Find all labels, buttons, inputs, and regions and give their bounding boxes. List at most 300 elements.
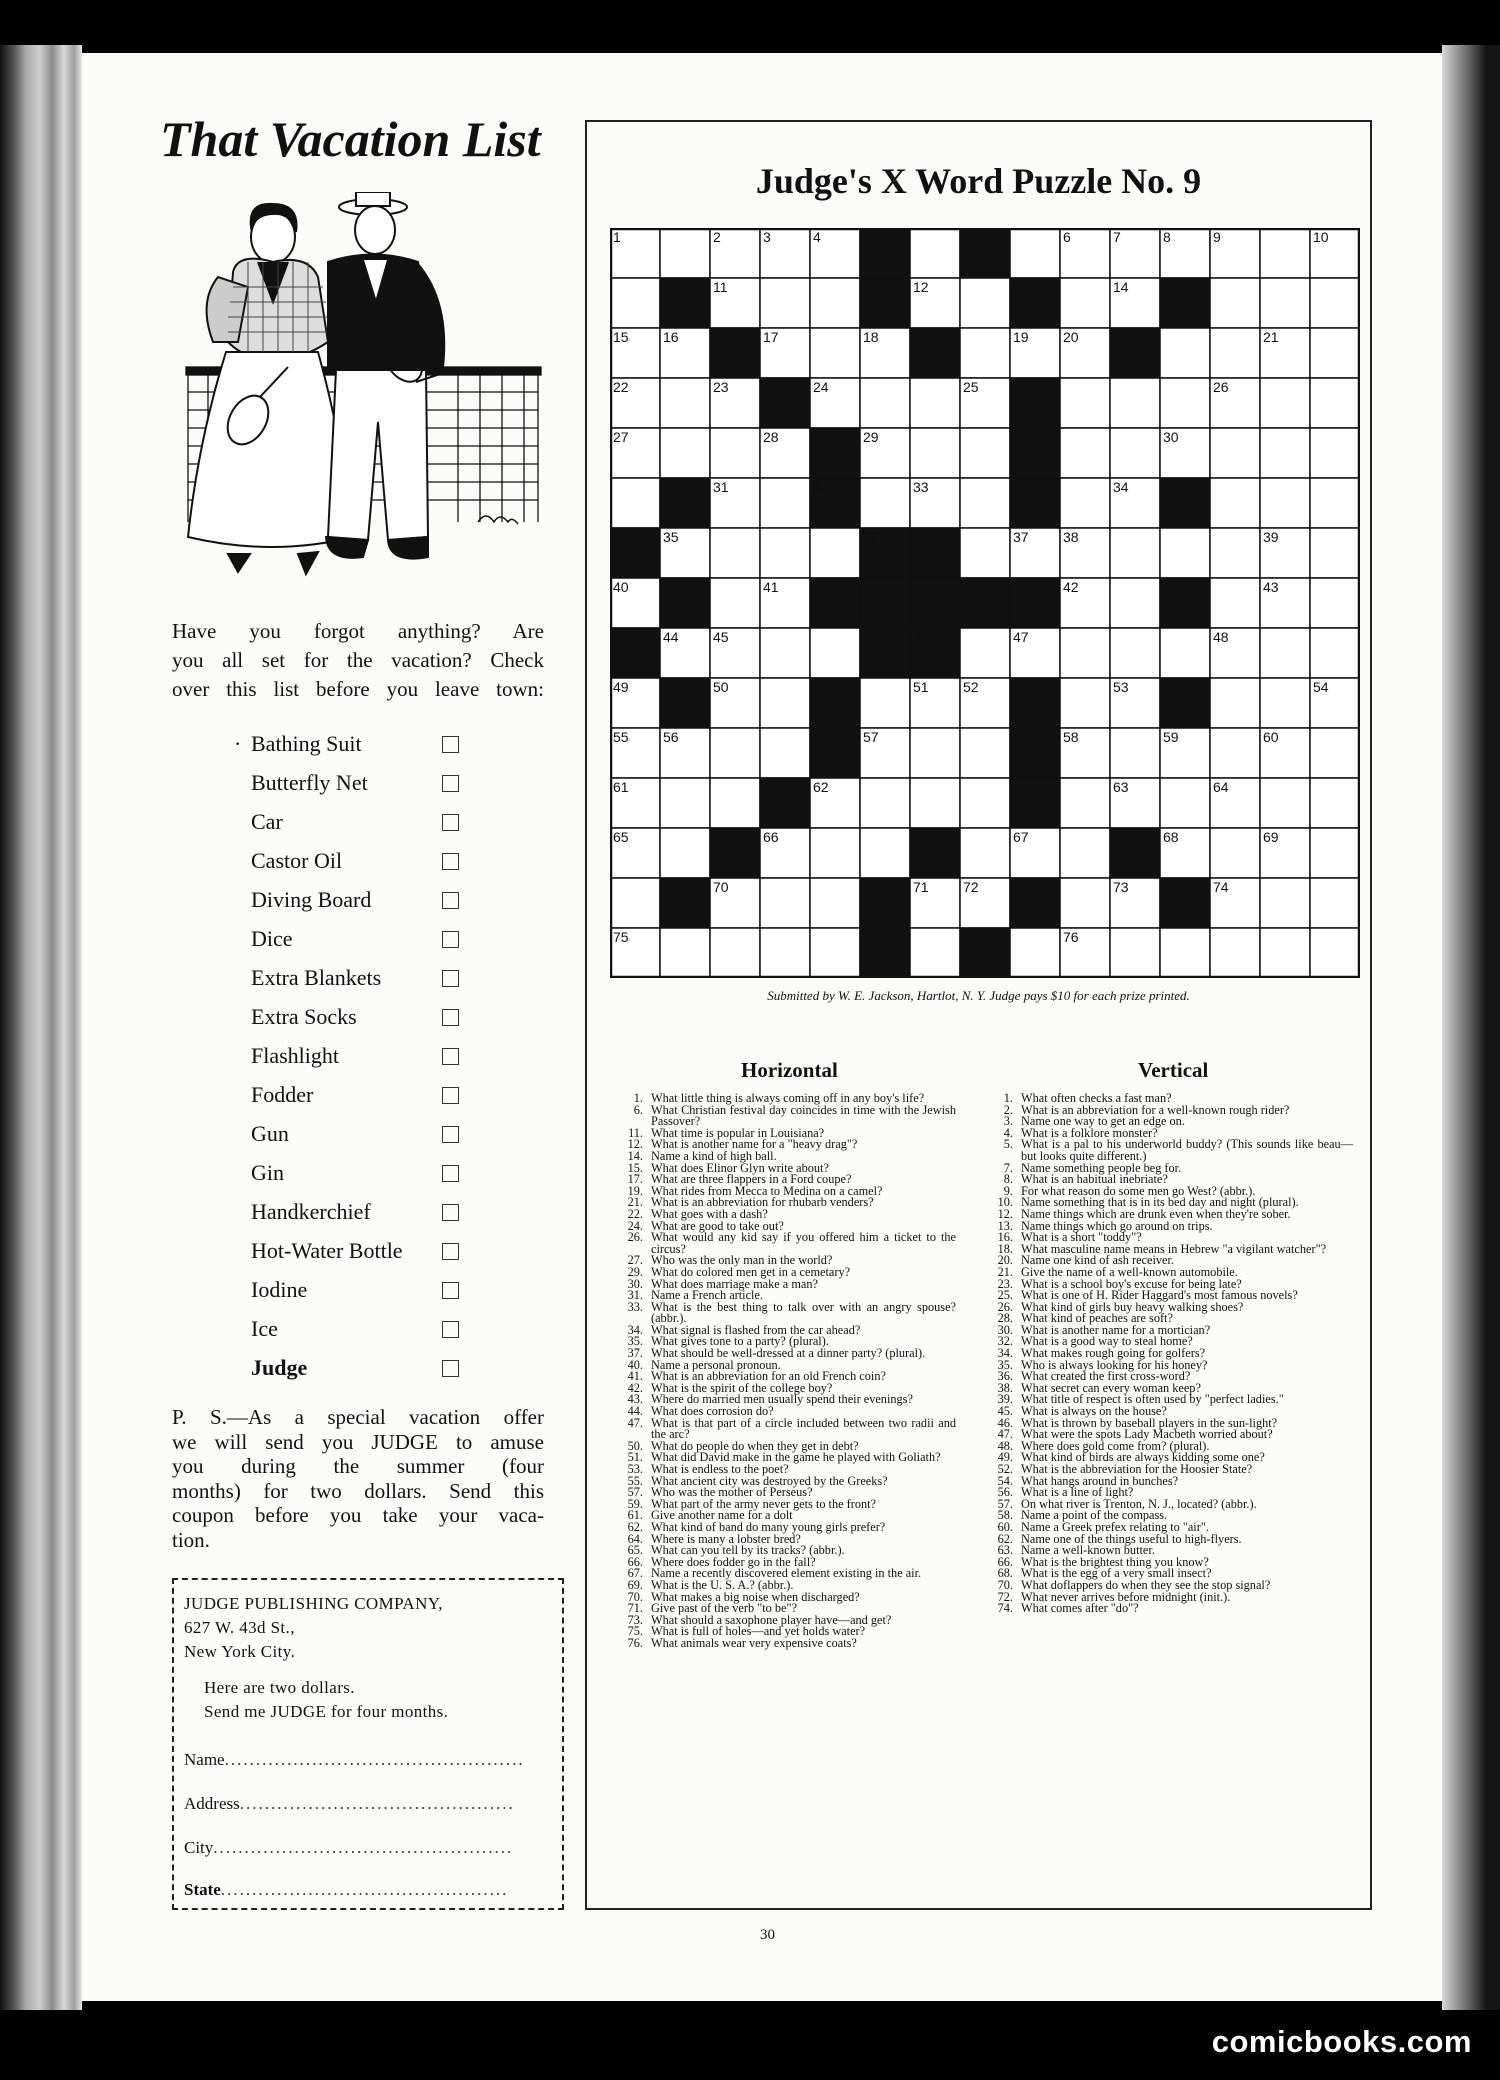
black-cell <box>1010 878 1060 928</box>
grid-cell[interactable] <box>1310 478 1360 528</box>
grid-cell[interactable] <box>960 828 1010 878</box>
grid-cell[interactable] <box>1260 478 1310 528</box>
grid-cell[interactable] <box>760 928 810 978</box>
clue-number: 17. <box>627 1172 643 1187</box>
grid-cell[interactable] <box>910 378 960 428</box>
clue-number: 27. <box>627 1253 643 1268</box>
grid-cell[interactable] <box>1260 428 1310 478</box>
coupon-company: JUDGE PUBLISHING COMPANY, <box>184 1594 443 1613</box>
clue-text: What makes a big noise when discharged? <box>651 1589 860 1604</box>
cell-number: 48 <box>1213 629 1229 645</box>
checkbox[interactable] <box>442 1321 459 1338</box>
coupon-name-field[interactable]: Name................................................ <box>184 1750 525 1769</box>
clue-number: 35. <box>627 1334 643 1349</box>
clue-number: 26. <box>627 1230 643 1245</box>
black-cell <box>610 628 660 678</box>
clue-text: Where does gold come from? (plural). <box>1021 1438 1210 1453</box>
cell-number: 65 <box>613 829 629 845</box>
clue-number: 21. <box>627 1195 643 1210</box>
cell-number: 37 <box>1013 529 1029 545</box>
grid-cell[interactable] <box>1110 628 1160 678</box>
cell-number: 32 <box>813 479 829 495</box>
grid-cell[interactable] <box>860 378 910 428</box>
black-cell <box>760 778 810 828</box>
horizontal-clues <box>621 1093 956 1650</box>
clue-number: 76. <box>627 1635 643 1650</box>
grid-cell[interactable] <box>1260 278 1310 328</box>
grid-cell[interactable] <box>1310 428 1360 478</box>
checkbox[interactable] <box>442 1087 459 1104</box>
clue-number: 49. <box>997 1450 1013 1465</box>
clue-number: 29. <box>627 1264 643 1279</box>
grid-cell[interactable] <box>1010 928 1060 978</box>
clue-text: What is an habitual inebriate? <box>1021 1172 1168 1187</box>
clue-text: Where do married men usually spend their evenings? <box>651 1392 913 1407</box>
grid-cell[interactable] <box>1160 328 1210 378</box>
grid-cell[interactable] <box>1260 678 1310 728</box>
black-cell <box>810 678 860 728</box>
grid-cell[interactable] <box>710 578 760 628</box>
grid-cell[interactable] <box>610 878 660 928</box>
cell-number: 18 <box>863 329 879 345</box>
cell-number: 41 <box>763 579 779 595</box>
grid-cell[interactable] <box>810 928 860 978</box>
black-cell <box>1010 678 1060 728</box>
black-cell <box>1160 578 1210 628</box>
checkbox[interactable] <box>442 931 459 948</box>
clue-number: 1. <box>1003 1091 1013 1105</box>
cell-number: 50 <box>713 679 729 695</box>
cell-number: 22 <box>613 379 629 395</box>
grid-cell[interactable] <box>1210 578 1260 628</box>
checklist-item <box>234 1312 474 1351</box>
black-cell <box>710 828 760 878</box>
clue-number: 73. <box>627 1612 643 1627</box>
clue-text: What do colored men get in a cemetary? <box>651 1264 851 1279</box>
black-cell <box>910 328 960 378</box>
clue-text: Name a Greek prefex relating to "air". <box>1021 1519 1209 1534</box>
cell-number: 74 <box>1213 879 1229 895</box>
coupon-city-field[interactable]: City................................................ <box>184 1838 514 1857</box>
cell-number: 25 <box>963 379 979 395</box>
grid-cell[interactable] <box>1260 378 1310 428</box>
page-edge <box>1442 45 1500 2010</box>
grid-cell[interactable] <box>1310 328 1360 378</box>
clue-number: 16. <box>997 1230 1013 1245</box>
checkbox[interactable] <box>442 1204 459 1221</box>
grid-cell[interactable] <box>1310 528 1360 578</box>
grid-cell[interactable] <box>910 428 960 478</box>
checklist-item <box>234 766 474 805</box>
grid-cell[interactable] <box>860 778 910 828</box>
grid-cell[interactable] <box>910 228 960 278</box>
checklist-item <box>234 1000 474 1039</box>
grid-cell[interactable] <box>910 728 960 778</box>
clue-item <box>621 1102 956 1129</box>
bullet: · <box>234 731 242 756</box>
checklist-item <box>234 1351 474 1390</box>
grid-cell[interactable] <box>1310 778 1360 828</box>
grid-cell[interactable] <box>710 928 760 978</box>
black-cell <box>660 278 710 328</box>
checklist-item <box>234 805 474 844</box>
cell-number: 11 <box>713 279 728 295</box>
cell-number: 29 <box>863 429 879 445</box>
grid-cell[interactable] <box>760 528 810 578</box>
grid-cell[interactable] <box>960 428 1010 478</box>
clue-text: What kind of birds are always kidding some one? <box>1021 1450 1265 1465</box>
clue-number: 52. <box>997 1462 1013 1476</box>
cell-number: 27 <box>613 429 629 445</box>
grid-cell[interactable] <box>1210 828 1260 878</box>
grid-cell[interactable] <box>1260 928 1310 978</box>
puzzle-title: Judge's X Word Puzzle No. 9 <box>755 161 1202 201</box>
clue-text: What little thing is always coming off in any boy's life? <box>651 1091 925 1105</box>
watermark-bar <box>0 2010 1500 2080</box>
clue-text: What would any kid say if you offered him a ticket to the circus? <box>651 1230 956 1256</box>
cell-number: 10 <box>1313 229 1329 245</box>
clue-number: 48. <box>997 1438 1013 1453</box>
clue-text: What is the best thing to talk over with an angry spouse? (abbr.). <box>651 1299 956 1326</box>
grid-cell[interactable] <box>1310 278 1360 328</box>
grid-cell[interactable] <box>860 828 910 878</box>
vacation-checklist <box>234 727 474 1390</box>
grid-cell[interactable] <box>1110 578 1160 628</box>
clue-number: 12. <box>997 1206 1013 1221</box>
grid-cell[interactable] <box>960 478 1010 528</box>
cell-number: 6 <box>1063 229 1071 245</box>
clue-number: 50. <box>627 1438 643 1453</box>
grid-cell[interactable] <box>1160 778 1210 828</box>
cell-number: 52 <box>963 679 979 695</box>
coupon-state-field[interactable]: State.............................................. <box>184 1880 509 1899</box>
cell-number: 63 <box>1113 779 1129 795</box>
grid-cell[interactable] <box>1060 478 1110 528</box>
cell-number: 54 <box>1313 679 1329 695</box>
grid-cell[interactable] <box>1210 478 1260 528</box>
clue-item <box>621 1415 956 1442</box>
cell-number: 12 <box>913 279 929 295</box>
grid-cell[interactable] <box>960 728 1010 778</box>
cell-number: 3 <box>763 229 771 245</box>
clue-number: 7. <box>1003 1160 1013 1175</box>
clue-number: 23. <box>997 1276 1013 1291</box>
checklist-item-label: Ice <box>251 1316 278 1341</box>
black-cell <box>660 478 710 528</box>
cell-number: 75 <box>613 929 629 945</box>
cell-number: 35 <box>663 529 679 545</box>
coupon-address-field[interactable]: Address............................................ <box>184 1794 515 1813</box>
clue-number: 40. <box>627 1357 643 1372</box>
clue-number: 62. <box>627 1519 643 1534</box>
grid-cell[interactable] <box>710 778 760 828</box>
clue-number: 47. <box>627 1415 643 1430</box>
clue-text: What ancient city was destroyed by the Greeks? <box>651 1473 888 1488</box>
clue-number: 72. <box>997 1589 1013 1604</box>
crossword-panel <box>585 120 1372 1910</box>
clue-text: What created the first cross-word? <box>1021 1369 1191 1384</box>
clue-number: 6. <box>633 1102 643 1117</box>
cell-number: 31 <box>713 479 729 495</box>
checkbox[interactable] <box>442 1282 459 1299</box>
black-cell <box>860 628 910 678</box>
checkbox[interactable] <box>442 736 459 753</box>
grid-cell[interactable] <box>760 878 810 928</box>
grid-cell[interactable] <box>710 528 760 578</box>
grid-cell[interactable] <box>710 428 760 478</box>
grid-cell[interactable] <box>1110 528 1160 578</box>
cell-number: 16 <box>663 329 679 345</box>
cell-number: 64 <box>1213 779 1229 795</box>
grid-cell[interactable] <box>1110 378 1160 428</box>
black-cell <box>710 328 760 378</box>
cell-number: 4 <box>813 229 821 245</box>
checkbox[interactable] <box>442 1048 459 1065</box>
clue-number: 46. <box>997 1415 1013 1430</box>
grid-cell[interactable] <box>760 478 810 528</box>
grid-cell[interactable] <box>1310 878 1360 928</box>
checkbox[interactable] <box>442 1009 459 1026</box>
clue-text: What title of respect is often used by "perfect ladies." <box>1021 1392 1284 1407</box>
grid-cell[interactable] <box>660 428 710 478</box>
grid-cell[interactable] <box>1310 578 1360 628</box>
clue-text: What is a line of light? <box>1021 1485 1134 1500</box>
grid-cell[interactable] <box>1060 678 1110 728</box>
checklist-item <box>234 727 474 766</box>
clue-number: 55. <box>627 1473 643 1488</box>
clue-text: What is another name for a mortician? <box>1021 1322 1211 1337</box>
clue-text: What comes after "do"? <box>1021 1601 1139 1616</box>
clue-item <box>621 1232 956 1255</box>
grid-cell[interactable] <box>960 528 1010 578</box>
grid-cell[interactable] <box>1310 378 1360 428</box>
grid-cell[interactable] <box>660 378 710 428</box>
grid-cell[interactable] <box>1060 828 1110 878</box>
clue-number: 69. <box>627 1577 643 1592</box>
page-number: 30 <box>760 1927 775 1943</box>
grid-cell[interactable] <box>1310 728 1360 778</box>
checkbox[interactable] <box>442 1360 459 1377</box>
cell-number: 53 <box>1113 679 1129 695</box>
checklist-item <box>234 1234 474 1273</box>
cell-number: 28 <box>763 429 779 445</box>
clue-text: What signal is flashed from the car ahead? <box>651 1322 861 1337</box>
clue-text: What masculine name means in Hebrew "a vigilant watcher"? <box>1021 1241 1327 1256</box>
coupon-body2: Send me JUDGE for four months. <box>204 1702 449 1721</box>
cell-number: 62 <box>813 779 829 795</box>
grid-cell[interactable] <box>1210 728 1260 778</box>
clue-text: What does corrosion do? <box>651 1404 774 1419</box>
grid-cell[interactable] <box>1060 428 1110 478</box>
grid-cell[interactable] <box>1310 928 1360 978</box>
checkbox[interactable] <box>442 1126 459 1143</box>
grid-cell[interactable] <box>810 278 860 328</box>
black-cell <box>960 928 1010 978</box>
clue-text: What is an abbreviation for rhubarb venders? <box>651 1195 874 1210</box>
clue-text: What do people do when they get in debt? <box>651 1438 859 1453</box>
checkbox[interactable] <box>442 892 459 909</box>
clue-number: 5. <box>1003 1137 1013 1152</box>
checklist-item <box>234 844 474 883</box>
cell-number: 20 <box>1063 329 1079 345</box>
checklist-item-label: Car <box>251 809 283 834</box>
grid-cell[interactable] <box>610 478 660 528</box>
grid-cell[interactable] <box>910 928 960 978</box>
black-cell <box>660 578 710 628</box>
checklist-item-label: Gun <box>251 1121 289 1146</box>
clue-text: What is an abbreviation for an old French coin? <box>651 1369 886 1384</box>
clue-number: 3. <box>1003 1114 1013 1129</box>
clue-text: What kind of girls buy heavy walking shoes? <box>1021 1299 1244 1314</box>
cell-number: 8 <box>1163 229 1171 245</box>
grid-cell[interactable] <box>760 728 810 778</box>
clue-number: 12. <box>627 1137 643 1152</box>
clue-text: What is the spirit of the college boy? <box>651 1380 833 1395</box>
clue-text: What is a short "toddy"? <box>1021 1230 1142 1245</box>
grid-cell[interactable] <box>960 628 1010 678</box>
cell-number: 33 <box>913 479 929 495</box>
cell-number: 2 <box>713 229 721 245</box>
cell-number: 66 <box>763 829 779 845</box>
grid-cell[interactable] <box>860 678 910 728</box>
grid-cell[interactable] <box>760 678 810 728</box>
clue-number: 70. <box>627 1589 643 1604</box>
clue-text: What never arrives before midnight (init.). <box>1021 1589 1231 1604</box>
cell-number: 40 <box>613 579 629 595</box>
checklist-item-label: Hot-Water Bottle <box>251 1238 403 1263</box>
grid-cell[interactable] <box>810 628 860 678</box>
checklist-item-label: Dice <box>251 926 293 951</box>
clue-text: Name one way to get an edge on. <box>1021 1114 1185 1129</box>
clue-text: What makes rough going for golfers? <box>1021 1346 1206 1361</box>
coupon-body1: Here are two dollars. <box>204 1678 355 1697</box>
clue-text: Name a kind of high ball. <box>651 1148 777 1163</box>
cell-number: 5 <box>963 229 971 245</box>
black-cell <box>660 878 710 928</box>
grid-cell[interactable] <box>960 278 1010 328</box>
grid-cell[interactable] <box>1310 628 1360 678</box>
grid-cell[interactable] <box>660 828 710 878</box>
clue-text: What should a saxophone player have—and get? <box>651 1612 892 1627</box>
grid-cell[interactable] <box>710 728 760 778</box>
grid-cell[interactable] <box>760 278 810 328</box>
grid-cell[interactable] <box>1160 928 1210 978</box>
grid-cell[interactable] <box>1160 528 1210 578</box>
clue-text: Give another name for a dolt <box>651 1508 793 1523</box>
grid-cell[interactable] <box>810 328 860 378</box>
clue-text: Name a recently discovered element existing in the air. <box>651 1566 922 1581</box>
grid-cell[interactable] <box>860 478 910 528</box>
clue-text: Give past of the verb "to be"? <box>651 1601 797 1616</box>
grid-cell[interactable] <box>1110 428 1160 478</box>
grid-cell[interactable] <box>1310 828 1360 878</box>
grid-cell[interactable] <box>1260 778 1310 828</box>
grid-cell[interactable] <box>810 528 860 578</box>
black-cell <box>760 378 810 428</box>
grid-cell[interactable] <box>660 228 710 278</box>
checkbox[interactable] <box>442 814 459 831</box>
checkbox[interactable] <box>442 970 459 987</box>
checkbox[interactable] <box>442 1165 459 1182</box>
grid-cell[interactable] <box>1060 878 1110 928</box>
grid-cell[interactable] <box>1210 428 1260 478</box>
grid-cell[interactable] <box>1160 628 1210 678</box>
clue-number: 67. <box>627 1566 643 1581</box>
grid-cell[interactable] <box>810 828 860 878</box>
grid-cell[interactable] <box>760 628 810 678</box>
grid-cell[interactable] <box>1210 278 1260 328</box>
clue-number: 56. <box>997 1485 1013 1500</box>
clue-number: 18. <box>997 1241 1013 1256</box>
grid-cell[interactable] <box>1010 228 1060 278</box>
clue-text: What is a school boy's excuse for being late? <box>1021 1276 1242 1291</box>
clue-number: 58. <box>997 1508 1013 1523</box>
cell-number: 60 <box>1263 729 1279 745</box>
clue-text: Name a point of the compass. <box>1021 1508 1168 1523</box>
cell-number: 72 <box>963 879 979 895</box>
cell-number: 49 <box>613 679 629 695</box>
clue-number: 14. <box>627 1148 643 1163</box>
grid-cell[interactable] <box>1110 728 1160 778</box>
grid-cell[interactable] <box>960 328 1010 378</box>
clue-number: 4. <box>1003 1125 1013 1140</box>
cell-number: 17 <box>763 329 779 345</box>
clue-text: What did David make in the game he played with Goliath? <box>651 1450 941 1465</box>
grid-cell[interactable] <box>1210 328 1260 378</box>
clue-number: 33. <box>627 1299 643 1314</box>
black-cell <box>1160 278 1210 328</box>
checkbox[interactable] <box>442 775 459 792</box>
grid-cell[interactable] <box>810 878 860 928</box>
clue-number: 42. <box>627 1380 643 1395</box>
grid-cell[interactable] <box>1110 928 1160 978</box>
black-cell <box>860 878 910 928</box>
clue-text: Where is many a lobster bred? <box>651 1531 801 1546</box>
grid-cell[interactable] <box>1210 678 1260 728</box>
clue-text: Who was the only man in the world? <box>651 1253 833 1268</box>
grid-cell[interactable] <box>960 778 1010 828</box>
clue-text: What is full of holes—and yet holds water? <box>651 1624 866 1639</box>
black-cell <box>1010 728 1060 778</box>
grid-cell[interactable] <box>660 928 710 978</box>
clue-number: 75. <box>627 1624 643 1639</box>
clue-number: 15. <box>627 1160 643 1175</box>
grid-cell[interactable] <box>1260 878 1310 928</box>
grid-cell[interactable] <box>1260 628 1310 678</box>
clue-number: 44. <box>627 1404 643 1419</box>
grid-cell[interactable] <box>1210 928 1260 978</box>
checkbox[interactable] <box>442 1243 459 1260</box>
grid-cell[interactable] <box>660 778 710 828</box>
cell-number: 9 <box>1213 229 1221 245</box>
grid-cell[interactable] <box>1060 628 1110 678</box>
grid-cell[interactable] <box>1060 278 1110 328</box>
grid-cell[interactable] <box>610 278 660 328</box>
checkbox[interactable] <box>442 853 459 870</box>
grid-cell[interactable] <box>1160 378 1210 428</box>
grid-cell[interactable] <box>1260 228 1310 278</box>
grid-cell[interactable] <box>1060 778 1110 828</box>
clue-number: 51. <box>627 1450 643 1465</box>
clue-number: 30. <box>627 1276 643 1291</box>
black-cell <box>610 528 660 578</box>
clue-text: What are good to take out? <box>651 1218 784 1233</box>
checklist-item <box>234 1078 474 1117</box>
grid-cell[interactable] <box>1060 378 1110 428</box>
grid-cell[interactable] <box>1210 528 1260 578</box>
grid-cell[interactable] <box>910 778 960 828</box>
clue-number: 57. <box>997 1496 1013 1511</box>
